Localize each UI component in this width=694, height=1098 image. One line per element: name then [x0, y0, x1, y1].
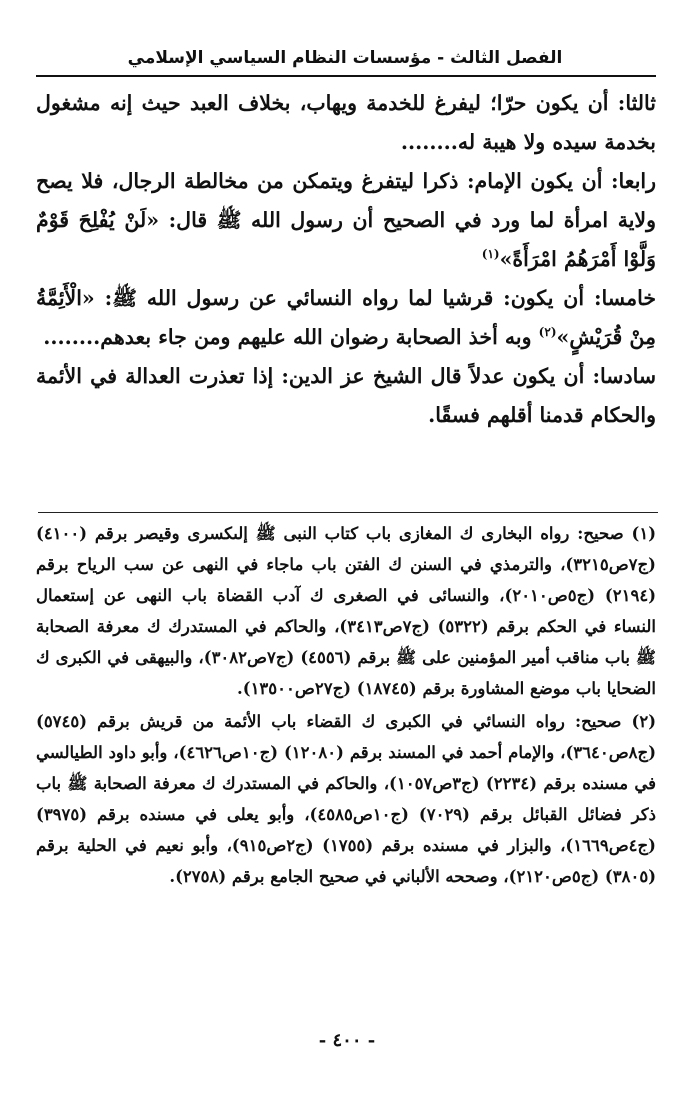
paragraph-text: أن يكون الإمام: ذكرا ليتفرغ ويتمكن من مخالطة الرجال، فلا يصح ولاية امرأة لما ورد في الصحيح أن رسول الله ﷺ قال: — [36, 169, 656, 232]
hadith-quote: «الْأَئِمَّةُ مِنْ قُرَيْشٍ» — [36, 286, 656, 349]
footnote-2 — [36, 706, 656, 892]
paragraph-text: أن يكون حرّا؛ ليفرغ للخدمة ويهاب، بخلاف العبد حيث إنه مشغول بخدمة سيده ولا هيبة له........ — [36, 91, 656, 154]
running-header: الفصل الثالث - مؤسسات النظام السياسي الإسلامي — [127, 48, 563, 68]
paragraph-lead: ثالثا: — [617, 91, 656, 115]
footnote-1 — [36, 518, 656, 704]
page-number: - ٤٠٠ - — [318, 1030, 376, 1051]
footnote-text: صحيح: رواه النسائي في الكبرى ك القضاء باب الأئمة من قريش برقم (٥٧٤٥) (ج٨ص٣٦٤٠)، والإمام أحمد في المسند برقم (١٢٠٨٠) (ج١٠ص٤٦٢٦)، وأبو داود الطيالسي في مسنده برقم (٢٢٣٤) (ج٣ص١٠٥٧)، والحاكم في المستدرك ك معرفة الصحابة ﷺ باب ذكر فضائل القبائل برقم (٧٠٢٩) (ج١٠ص٤٥٨٥)، وأبو يعلى في مسنده برقم (٣٩٧٥) (ج٤ص١٦٦٩)، والبزار في مسنده برقم (١٧٥٥) (ج٢ص٩١٥)، وأبو نعيم في الحلية برقم (٣٨٠٥) (ج٥ص٢١٢٠)، وصححه الألباني في صحيح الجامع برقم (٢٧٥٨). — [36, 712, 657, 886]
footnote-number: (٢) — [631, 712, 656, 731]
paragraph-fifth — [36, 279, 656, 357]
paragraph-text: أن يكون: قرشيا لما رواه النسائي عن رسول الله ﷺ: — [104, 286, 585, 310]
paragraph-fourth — [36, 162, 656, 279]
footnote-ref: (٢) — [538, 325, 557, 340]
hadith-quote: «لَنْ يُفْلِحَ قَوْمٌ وَلَّوْا أَمْرَهُمُ امْرَأَةً» — [36, 208, 656, 271]
footnote-text: صحيح: رواه البخارى ك المغازى باب كتاب النبى ﷺ إلىكسرى وقيصر برقم (٤١٠٠) (ج٧ص٣٢١٥)، والترمذي في السنن ك الفتن باب ماجاء في النهى عن سب الرياح برقم (٢١٩٤) (ج٥ص٢٠١٠)، والنسائى في الصغرى ك آدب القضاة باب النهى عن إستعمال النساء في الحكم برقم (٥٣٢٢) (ج٧ص٣٤١٣)، والحاكم في المستدرك ك معرفة الصحابة ﷺ باب مناقب أمير المؤمنين على ﷺ برقم (٤٥٥٦) (ج٧ص٣٠٨٢)، والبيهقى في الكبرى ك الضحايا باب موضع المشاورة برقم (١٨٧٤٥) (ج٢٧ص١٣٥٠٠). — [36, 524, 656, 698]
footnote-ref: (١) — [481, 247, 500, 262]
paragraph-text-after: وبه أخذ الصحابة رضوان الله عليهم ومن جاء بعدهم........ — [43, 325, 532, 349]
footnotes — [36, 518, 656, 892]
paragraph-lead: سادسا: — [592, 364, 656, 388]
footnote-number: (١) — [631, 524, 656, 543]
header-rule — [36, 75, 656, 77]
paragraph-text: أن يكون عدلاً قال الشيخ عز الدين: إذا تعذرت العدالة في الأئمة والحكام قدمنا أقلهم فسقًا. — [36, 364, 656, 427]
paragraph-third — [36, 84, 656, 162]
footnote-rule — [38, 512, 658, 513]
paragraph-lead: رابعا: — [610, 169, 656, 193]
main-text — [36, 84, 656, 435]
paragraph-lead: خامسا: — [593, 286, 656, 310]
paragraph-sixth — [36, 357, 656, 435]
